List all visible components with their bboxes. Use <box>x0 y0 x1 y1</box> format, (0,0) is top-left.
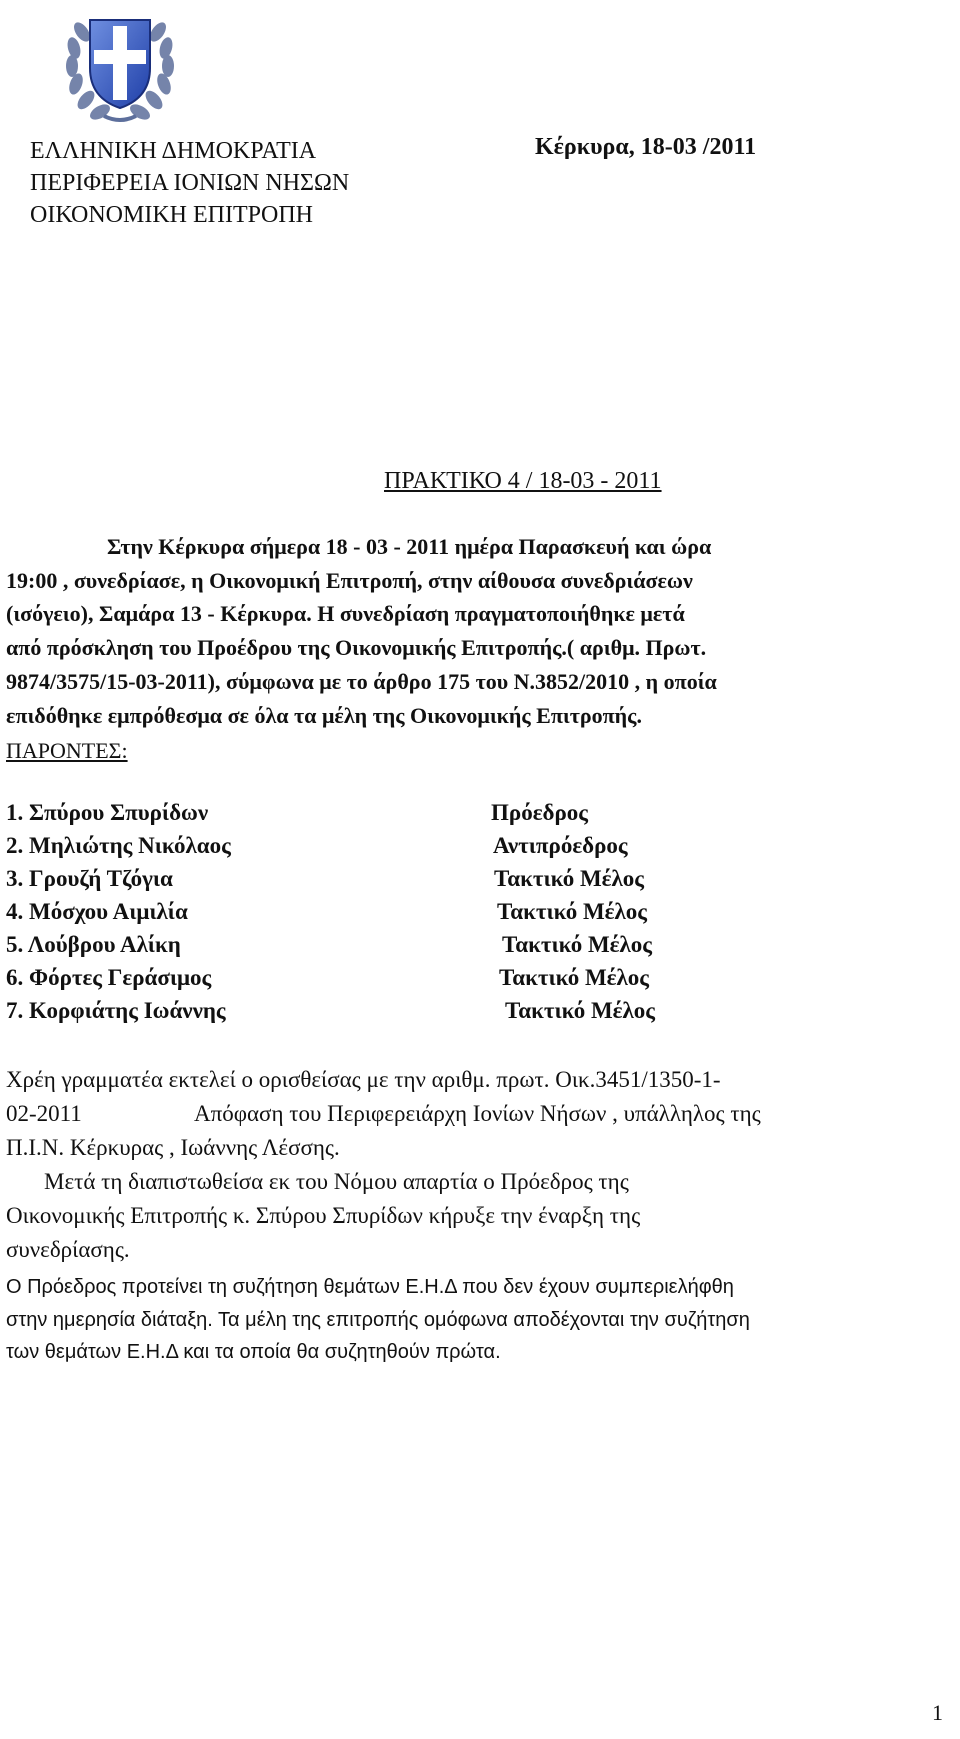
intro-line: (ισόγειο), Σαμάρα 13 - Κέρκυρα. Η συνεδρίαση πραγματοποιήθηκε μετά <box>6 601 685 626</box>
agenda-line: Ο Πρόεδρος προτείνει τη συζήτηση θεμάτων Ε.Η.Δ που δεν έχουν συμπεριελήφθη <box>6 1276 734 1298</box>
page-number: 1 <box>932 1700 943 1725</box>
document-title: ΠΡΑΚΤΙΚΟ 4 / 18-03 - 2011 <box>384 468 662 494</box>
member-role: Τακτικό Μέλος <box>502 932 652 957</box>
agenda-line: των θεμάτων Ε.Η.Δ και τα οποία θα συζητηθούν πρώτα. <box>6 1341 501 1363</box>
member-role: Τακτικό Μέλος <box>497 899 647 924</box>
secretary-line: Απόφαση του Περιφερειάρχη Ιονίων Νήσων , υπάλληλος της <box>194 1101 761 1126</box>
intro-line: 9874/3575/15-03-2011), σύμφωνα με το άρθρο 175 του Ν.3852/2010 , η οποία <box>6 669 717 694</box>
member-role: Τακτικό Μέλος <box>494 866 644 891</box>
quorum-line: Μετά τη διαπιστωθείσα εκ του Νόμου απαρτία ο Πρόεδρος της <box>44 1169 629 1194</box>
intro-line: Στην Κέρκυρα σήμερα 18 - 03 - 2011 ημέρα Παρασκευή και ώρα <box>107 534 712 559</box>
header-country: ΕΛΛΗΝΙΚΗ ΔΗΜΟΚΡΑΤΙΑ <box>30 138 317 164</box>
intro-line: 19:00 , συνεδρίασε, η Οικονομική Επιτροπή, στην αίθουσα συνεδριάσεων <box>6 568 693 593</box>
present-heading: ΠΑΡΟΝΤΕΣ: <box>6 738 128 763</box>
intro-line: επιδόθηκε εμπρόθεσμα σε όλα τα μέλη της Οικονομικής Επιτροπής. <box>6 703 642 728</box>
member-role: Τακτικό Μέλος <box>499 965 649 990</box>
greek-coat-of-arms-icon <box>52 4 188 128</box>
header-region: ΠΕΡΙΦΕΡΕΙΑ ΙΟΝΙΩΝ ΝΗΣΩΝ <box>30 170 350 196</box>
member-role: Τακτικό Μέλος <box>505 998 655 1023</box>
quorum-line: Οικονομικής Επιτροπής κ. Σπύρου Σπυρίδων κήρυξε την έναρξη της <box>6 1203 641 1228</box>
member-name: 3. Γρουζή Τζόγια <box>6 866 173 891</box>
secretary-line: 02-2011 <box>6 1101 82 1126</box>
secretary-line: Χρέη γραμματέα εκτελεί ο ορισθείσας με την αριθμ. πρωτ. Οικ.3451/1350-1- <box>6 1067 721 1092</box>
header-committee: ΟΙΚΟΝΟΜΙΚΗ ΕΠΙΤΡΟΠΗ <box>30 202 313 228</box>
quorum-line: συνεδρίασης. <box>6 1237 130 1262</box>
member-name: 2. Μηλιώτης Νικόλαος <box>6 833 231 858</box>
secretary-line: Π.Ι.Ν. Κέρκυρας , Ιωάννης Λέσσης. <box>6 1135 340 1160</box>
member-name: 1. Σπύρου Σπυρίδων <box>6 800 209 825</box>
member-name: 4. Μόσχου Αιμιλία <box>6 899 188 924</box>
member-name: 5. Λούβρου Αλίκη <box>6 932 181 957</box>
header-date: Κέρκυρα, 18-03 /2011 <box>535 134 757 160</box>
member-name: 6. Φόρτες Γεράσιμος <box>6 965 212 990</box>
agenda-line: στην ημερησία διάταξη. Τα μέλη της επιτροπής ομόφωνα αποδέχονται την συζήτηση <box>6 1309 750 1331</box>
member-name: 7. Κορφιάτης Ιωάννης <box>6 998 226 1023</box>
intro-line: από πρόσκληση του Προέδρου της Οικονομικής Επιτροπής.( αριθμ. Πρωτ. <box>6 635 707 660</box>
member-role: Αντιπρόεδρος <box>493 833 628 858</box>
member-role: Πρόεδρος <box>491 800 588 825</box>
